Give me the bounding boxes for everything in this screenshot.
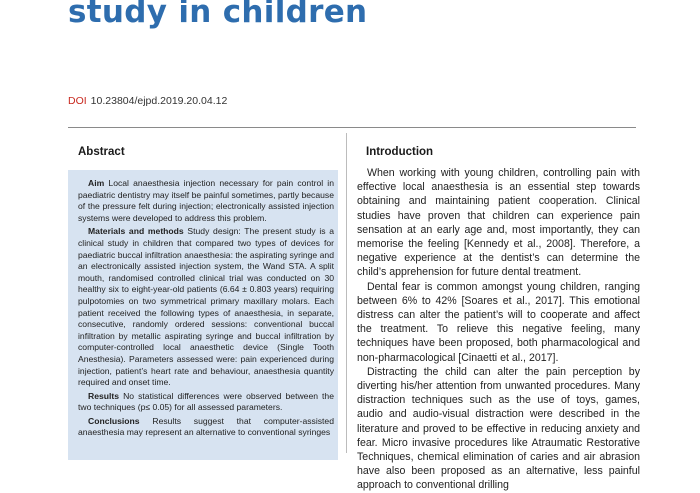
doi-link[interactable]: 10.23804/ejpd.2019.20.04.12 xyxy=(90,95,228,107)
conclusions-label: Conclusions xyxy=(88,415,140,426)
abstract-aim xyxy=(78,178,334,224)
results-label: Results xyxy=(88,390,120,401)
aim-text: Local anaesthesia injection necessary for pain control in paediatric dentistry may itself be painful sometimes, partly because of the pressure felt during injection; electronically assisted injection systems were developed to address this problem. xyxy=(78,178,334,223)
intro-paragraph: Dental fear is common amongst young children, ranging between 6% to 42% [Soares et al., 2017]. This emotional distress can alter the patient’s will to cooperate and affect the treatment. To relieve this negative feeling, many techniques have been proposed, both pharmacological and non-pharmacological [Cinaetti et al., 2017]. xyxy=(357,280,640,364)
aim-label: Aim xyxy=(88,178,105,188)
column-divider xyxy=(346,133,347,453)
intro-paragraph: Distracting the child can alter the pain perception by diverting his/her attention from unwanted procedures. Many distraction techniques such as the use of toys, games, audio and audio-visual distraction were described in the literature and proved to be effective in reducing anxiety and fear. Micro invasive procedures like Atraumatic Restorative Techniques, chemical elimination of caries and air abrasion have also been proposed as an alternative, less painful approach to conventional drilling xyxy=(357,365,640,492)
methods-label: Materials and methods xyxy=(88,226,184,237)
abstract-conclusions xyxy=(78,416,334,439)
abstract-heading: Abstract xyxy=(78,146,125,158)
abstract-body xyxy=(78,178,334,441)
abstract-methods xyxy=(78,226,334,388)
abstract-results xyxy=(78,391,334,414)
doi-line xyxy=(68,95,227,107)
methods-text: Study design: The present study is a clinical study in children that compared two types of devices for paediatric buccal infiltration anaesthesia: the aspirating syringe and an electronically assisted injection system, the Wand STA. A split mouth, randomised controlled clinical trial was conducted on 30 healthy six to eight-year-old patients (6.64 ± 0.803 years) requiring pulpotomies on two symmetrical primary maxillary molars. Each patient received the following types of anaesthesia, in separate, consecutive, randomly ordered sessions: conventional buccal infiltration by metallic aspirating syringe and buccal infiltration by computer-controlled local anaesthetic device (Single Tooth Anesthesia). Parameters assessed were: pain experienced during injection, patient’s heart rate and behaviour, anaesthesia quantity required and onset time. xyxy=(78,226,335,388)
results-text: No statistical differences were observed between the two techniques (p≤ 0.05) for all assessed parameters. xyxy=(78,390,334,413)
introduction-heading: Introduction xyxy=(366,146,434,158)
article-title: study in children xyxy=(68,0,368,30)
header-divider xyxy=(68,127,636,128)
conclusions-text: Results suggest that computer-assisted anaesthesia may represent an alternative to conventional syringes xyxy=(78,415,334,438)
intro-paragraph: When working with young children, controlling pain with effective local anaesthesia is an essential step towards obtaining and maintaining patient cooperation. Clinical studies have proven that children can experience pain sensation at an early age and, most importantly, they can memorise the feeling [Kennedy et al., 2008]. Therefore, a negative experience at the dentist’s can determine the child’s apprehension for future dental treatment. xyxy=(357,167,640,279)
doi-label: DOI xyxy=(68,95,87,107)
introduction-body xyxy=(357,166,640,493)
